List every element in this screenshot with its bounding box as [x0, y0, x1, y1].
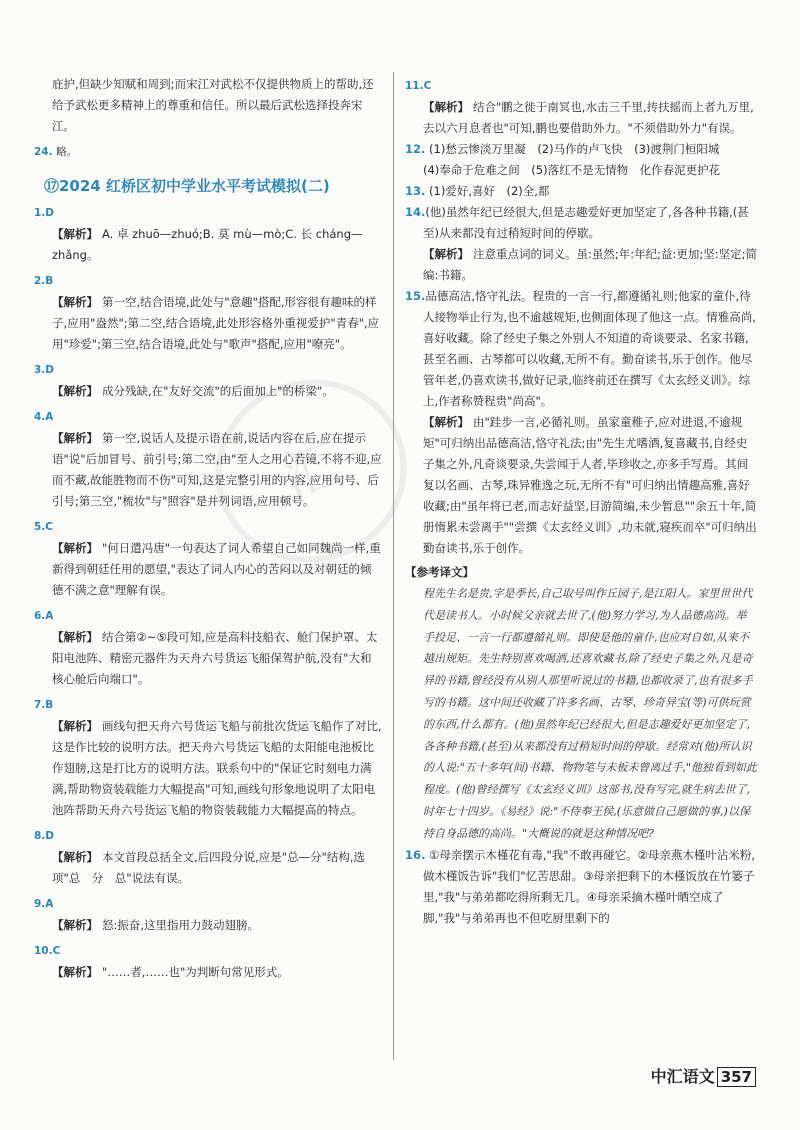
answer-item — [34, 360, 382, 402]
answer-letter: D — [45, 830, 55, 842]
question-13 — [405, 181, 757, 202]
answer-text: ①母亲摆示木槿花有毒,"我"不敢再碰它。②母亲燕木槿叶沾米粉,做木槿饭告诉"我们"忆苦思甜。③母亲把剩下的木槿饭放在竹篓子里,"我"与弟弟都吃得所剩无几。④母亲采摘木槿叶晒空成了脚,"我"与弟弟再也不但吃厨里剩下的 — [423, 847, 756, 925]
question-number: 7.B — [34, 699, 54, 711]
answer-text: (1)爱好,喜好 (2)全,都 — [429, 184, 550, 198]
question-number: 15. — [405, 289, 426, 303]
answer-item — [34, 517, 382, 601]
answer-item — [34, 203, 382, 266]
analysis-text: 【解析】 结合第②~⑤段可知,应是高科技船衣、舱门保护罩、太阳电池阵、精密元器件为天舟六号货运飞船保驾护航,没有"大和核心舱后向端口"。 — [52, 630, 378, 686]
answer-letter: C — [45, 521, 54, 533]
answer-letter: D — [45, 364, 55, 376]
answer-letter: A — [45, 411, 54, 423]
continuation-paragraph: 庇护,但缺少知赋和周到;而宋江对武松不仅提供物质上的帮助,还给予武松更多精神上的尊重和信任。所以最后武松选择投奔宋江。 — [52, 77, 374, 133]
section-title: ⑰2024 红桥区初中学业水平考试模拟(二) — [44, 177, 330, 195]
analysis-text: 【解析】 画线句把天舟六号货运飞船与前批次货运飞船作了对比,这是作比较的说明方法。把天舟六号货运飞船的太阳能电池板比作翅膀,这是打比方的说明方法。联系句中的"保证它时刻电力满满,帮助物资装载能力大幅提高"可知,画线句形象地说明了太阳电池阵帮助天舟六号货运飞船的物资装载能力大幅提高的特点。 — [52, 719, 382, 817]
question-number: 8.D — [34, 830, 55, 842]
analysis-tag: 【解析】 — [52, 431, 98, 445]
answer-list — [34, 203, 382, 983]
question-15 — [405, 286, 757, 559]
answer-line-2: (4)奉命于危难之间 (5)落红不是无情物 化作春泥更护花 — [423, 163, 721, 177]
right-column — [405, 76, 757, 929]
answer-letter: A — [45, 898, 54, 910]
left-column — [34, 74, 382, 983]
analysis-tag: 【解析】 — [52, 295, 98, 309]
analysis-tag: 【解析】 — [52, 918, 98, 932]
answer-letter: A — [45, 610, 54, 622]
question-number: 5.C — [34, 521, 54, 533]
watermark-seal: 汇 — [192, 355, 431, 587]
analysis-tag: 【解析】 — [52, 719, 98, 733]
analysis-tag: 【解析】 — [52, 630, 98, 644]
answer-text: (他)虽然年纪已经很大,但是志趣爱好更加坚定了,各各种书籍,(甚至)从来都没有过稍短时间的停歇。 — [423, 205, 749, 240]
column-divider — [393, 72, 394, 1060]
question-number: 11. — [405, 80, 424, 92]
analysis-text: 【解析】 成分残缺,在"友好交流"的后面加上"的桥梁"。 — [52, 384, 334, 398]
question-number: 9.A — [34, 898, 54, 910]
answer-line-1: (1)愁云惨淡万里凝 (2)马作的卢飞快 (3)渡荆门桓阳城 — [429, 142, 720, 156]
answer-item — [34, 271, 382, 355]
analysis-tag: 【解析】 — [52, 965, 98, 979]
analysis-text: 【解析】 第一空,结合语境,此处与"意趣"搭配,形容很有趣味的样子,应用"盎然";第二空,结合语境,此处形容格外重视爱护"青春",应用"珍爱";第三空,结合语境,此处与"歌声"搭配,应用"嘹亮"。 — [52, 295, 380, 351]
answer-letter: B — [45, 275, 54, 287]
question-11 — [405, 76, 757, 139]
question-number: 6.A — [34, 610, 54, 622]
question-number: 4.A — [34, 411, 54, 423]
analysis-tag: 【解析】 — [52, 384, 98, 398]
answer-text: 略。 — [56, 146, 78, 158]
analysis-text: 【解析】 由"跬步一言,必循礼则。虽家童稚子,应对进退,不逾规矩"可归纳出品德高洁,恪守礼法;由"先生尤嗜酒,复喜藏书,自经史子集之外,凡奇谈要录,失尝闻于人者,毕珍收之,亦多手写焉。其间复以名画、古琴,珠异雅逸之玩,无所不有"可归纳出情趣高雅,喜好收藏;由"虽年将已老,而志好益坚,目游简编,未少暂息""余五十年,简册惰累未尝离手""尝撰《太玄经义训》,功未就,寝疾而卒"可归纳出勤奋读书,乐于创作。 — [423, 415, 757, 555]
answer-item — [34, 695, 382, 821]
answer-item — [34, 606, 382, 690]
analysis-tag: 【解析】 — [52, 541, 98, 555]
answer-letter: C — [52, 945, 61, 957]
question-number: 10.C — [34, 945, 61, 957]
analysis-tag: 【解析】 — [423, 247, 469, 261]
analysis-text: 【解析】 "……者,……也"为判断句常见形式。 — [52, 965, 289, 979]
reference-translation-label: 【参考译文】 — [405, 565, 474, 579]
question-number: 1.D — [34, 207, 55, 219]
question-number: 16. — [405, 847, 426, 862]
analysis-text: 【解析】 怒:振奋,这里指用力鼓动翅膀。 — [52, 918, 260, 932]
analysis-tag: 【解析】 — [423, 100, 469, 114]
question-24 — [34, 142, 382, 163]
page-number: 357 — [717, 1067, 756, 1087]
answer-letter: D — [45, 207, 55, 219]
question-number: 3.D — [34, 364, 55, 376]
question-number: 24. — [34, 146, 53, 158]
analysis-tag: 【解析】 — [423, 415, 469, 429]
question-number: 14. — [405, 205, 426, 219]
reference-translation: 程先生名是贵,字是季长,自己取号叫作丘园子,是江阳人。家里世世代代是读书人。小时候父亲就去世了,(他)努力学习,为人品德高尚。举手投足、一言一行都遵循礼则。即使是他的童仆,也应对自如,从来不越出规矩。先生特别喜欢喝酒,还喜欢藏书,除了经史子集之外,凡是奇异的书籍,曾经没有从别人那里听说过的书籍,也都收录了,也有很多手写的书籍。这中间还收藏了许多名画、古琴、珍奇异宝(等)可供玩赏的东西,什么都有。(他)虽然年纪已经很大,但是志趣爱好更加坚定了,各各种书籍,(甚至)从来都没有过稍短时间的停歇。经常对(他)所认识的人说:"五十多年(间)书籍、物物笔与未板未曾离过手,"他独看到如此程度。(他)曾经撰写《太玄经义训》这部书,没有写完,就生病去世了,时年七十四岁。《易经》说:"不侍奉王侯,(乐意做自己愿做的事,)以保持自身品德的高尚。"大概说的就是这种情况吧? — [423, 587, 757, 840]
analysis-tag: 【解析】 — [52, 850, 98, 864]
analysis-tag: 【解析】 — [52, 227, 98, 241]
answer-item — [34, 826, 382, 889]
answer-item — [34, 407, 382, 512]
question-14 — [405, 202, 757, 286]
answer-item — [34, 894, 382, 936]
analysis-text: 【解析】 "何日遣冯唐"一句表达了词人希望自己如同魏尚一样,重新得到朝廷任用的愿望,"表达了词人内心的苦闷以及对朝廷的倾德不满之意"理解有误。 — [52, 541, 381, 597]
page-footer — [651, 1066, 756, 1088]
answer-item — [34, 941, 382, 983]
analysis-text: 【解析】 本文首段总括全文,后四段分说,应是"总—分"结构,选项"总 分 总"说法有误。 — [52, 850, 366, 885]
answer-letter: B — [45, 699, 54, 711]
question-12 — [405, 139, 757, 181]
analysis-text: 【解析】 结合"鹏之徙于南冥也,水击三千里,抟扶摇而上者九万里,去以六月息者也"可知,鹏也要借助外力。"不须借助外力"有误。 — [423, 100, 754, 135]
analysis-text: 【解析】 注意重点词的词义。虽:虽然;年:年纪;益:更加;坚:坚定;简编:书籍。 — [423, 247, 757, 282]
question-number: 13. — [405, 184, 426, 198]
analysis-text: 【解析】 A. 卓 zhuō—zhuó;B. 莫 mù—mò;C. 长 cháng—zhǎng。 — [52, 227, 363, 262]
answer-text: 品德高洁,恪守礼法。程贵的一言一行,都遵循礼则;他家的童仆,待人接物举止行为,也不逾越规矩,也侧面体现了他这一点。情雅高尚,喜好收藏。除了经史子集之外别人不知道的奇谈要录、名家书籍,甚至名画、古琴都可以收藏,无所不有。勤奋读书,乐于创作。他尽管年老,仍喜欢读书,做好记录,临终前还在撰写《太玄经义训》。综上,作者称赞程贵"尚高"。 — [423, 289, 756, 408]
question-number: 12. — [405, 142, 426, 156]
question-16 — [405, 845, 757, 929]
question-number: 2.B — [34, 275, 54, 287]
brand-label: 中汇语文 — [650, 1067, 715, 1086]
analysis-text: 【解析】 第一空,说话人及提示语在前,说话内容在后,应在提示语"说"后加冒号、前引号;第二空,由"至人之用心若镜,不将不迎,应而不藏,故能胜物而不伤"可知,这是完整引用的内容,应用句号、后引号;第三空,"梳妆"与"照容"是并列词语,应用顿号。 — [52, 431, 382, 508]
answer-letter: C — [423, 80, 432, 92]
